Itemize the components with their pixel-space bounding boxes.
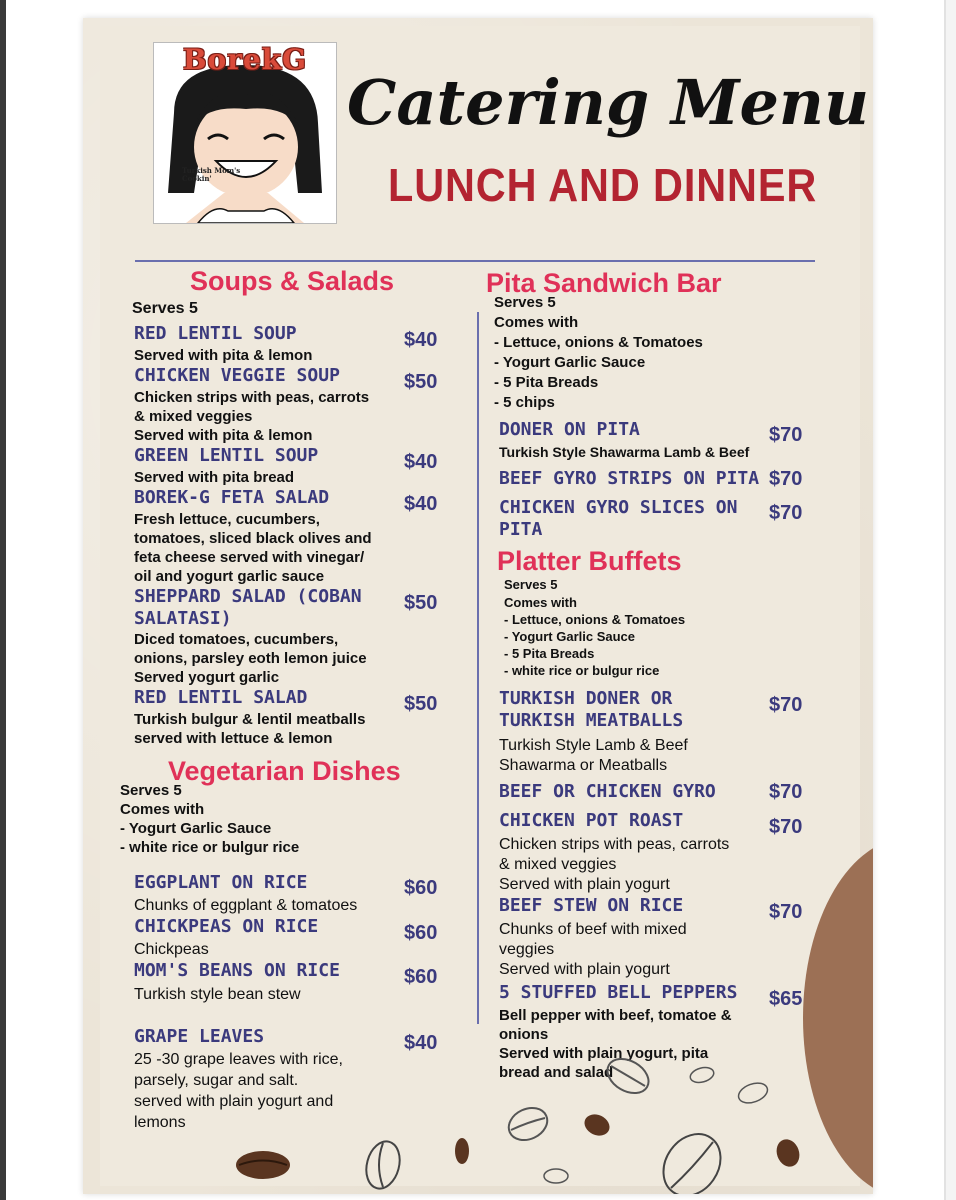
logo-brand-name: BorekG [182,43,308,76]
coffee-bean-icon [735,1080,771,1106]
item-price: $60 [404,877,438,899]
item-description: Fresh lettuce, cucumbers, [134,511,320,528]
comes-with-label: Comes with [120,801,205,818]
item-description: served with lettuce & lemon [134,730,333,747]
option-line: - white rice or bulgur rice [504,663,660,678]
item-price: $50 [404,693,438,715]
item-name: CHICKPEAS ON RICE [134,916,319,937]
scrollbar[interactable] [944,0,956,1200]
item-name: BEEF GYRO STRIPS ON PITA [499,468,760,489]
item-name: TURKISH MEATBALLS [499,710,684,731]
item-description: onions [499,1026,549,1043]
item-description: Turkish style bean stew [134,986,301,1003]
item-description: served with plain yogurt and [134,1093,334,1110]
item-name: BOREK-G FETA SALAD [134,487,330,508]
item-description: Served with plain yogurt [499,876,670,893]
item-price: $40 [404,329,438,351]
item-description: Chicken strips with peas, carrots [134,389,370,406]
page-title: Catering Menu [347,66,870,139]
item-name: GREEN LENTIL SOUP [134,445,319,466]
item-description: lemons [134,1114,186,1131]
coffee-bean-icon [657,1128,727,1194]
item-description: Turkish Style Lamb & Beef [499,737,688,754]
item-description: bread and salad [499,1064,614,1081]
item-name: TURKISH DONER OR [499,688,673,709]
serves-note: Serves 5 [120,782,182,799]
logo-tagline: Turkish Mom's Cookin' [182,166,241,183]
item-price: $65 [769,988,803,1010]
item-name: GRAPE LEAVES [134,1026,265,1047]
item-name: CHICKEN POT ROAST [499,810,684,831]
item-price: $40 [404,493,438,515]
logo [153,42,337,224]
item-name: RED LENTIL SOUP [134,323,297,344]
coffee-bean-icon [453,1136,471,1166]
item-description: Turkish bulgur & lentil meatballs [134,711,366,728]
coffee-bean-icon [361,1138,405,1192]
menu-card [83,18,873,1194]
comes-with-label: Comes with [494,314,579,331]
item-price: $70 [769,468,803,490]
option-line: - 5 Pita Breads [494,374,599,391]
divider-horizontal [135,260,815,262]
section-heading-pita: Pita Sandwich Bar [486,268,722,298]
serves-note: Serves 5 [504,577,558,592]
option-line: - white rice or bulgur rice [120,839,300,856]
item-name: SHEPPARD SALAD (COBAN [134,586,362,607]
item-price: $70 [769,816,803,838]
item-price: $60 [404,922,438,944]
item-name: MOM'S BEANS ON RICE [134,960,340,981]
item-description: feta cheese served with vinegar/ [134,549,365,566]
item-description: Chunks of eggplant & tomatoes [134,897,358,914]
item-price: $70 [769,901,803,923]
item-description: Chicken strips with peas, carrots [499,836,730,853]
comes-with-label: Comes with [504,595,577,610]
item-description: Bell pepper with beef, tomatoe & [499,1007,732,1024]
coffee-bean-icon [541,1166,571,1186]
divider-vertical [477,312,479,1024]
item-price: $70 [769,502,803,524]
item-description: Shawarma or Meatballs [499,757,668,774]
item-description: oil and yogurt garlic sauce [134,568,325,585]
item-description: Turkish Style Shawarma Lamb & Beef [499,444,750,460]
item-price: $60 [404,966,438,988]
item-name: DONER ON PITA [499,419,640,440]
coffee-bean-icon [505,1104,551,1144]
option-line: - Yogurt Garlic Sauce [120,820,272,837]
item-name: BEEF OR CHICKEN GYRO [499,781,716,802]
item-description: Served with pita bread [134,469,295,486]
item-description: Served with pita & lemon [134,347,313,364]
item-price: $40 [404,1032,438,1054]
section-heading-vegetarian: Vegetarian Dishes [168,756,401,786]
item-description: parsely, sugar and salt. [134,1072,299,1089]
item-description: onions, parsley eoth lemon juice [134,650,367,667]
serves-note: Serves 5 [494,294,556,311]
item-name: PITA [499,519,543,540]
item-description: Served with plain yogurt, pita [499,1045,709,1062]
item-price: $40 [404,451,438,473]
page-subtitle: LUNCH AND DINNER [388,159,818,211]
item-price: $70 [769,781,803,803]
serves-note: Serves 5 [132,300,198,317]
left-edge [0,0,6,1200]
option-line: - Lettuce, onions & Tomatoes [504,612,686,627]
item-description: Diced tomatoes, cucumbers, [134,631,339,648]
coffee-bean-icon [581,1110,613,1140]
item-description: Chickpeas [134,941,209,958]
option-line: - 5 chips [494,394,555,411]
item-description: veggies [499,941,555,958]
item-description: & mixed veggies [499,856,617,873]
item-description: Served with plain yogurt [499,961,670,978]
option-line: - Yogurt Garlic Sauce [504,629,636,644]
item-name: EGGPLANT ON RICE [134,872,308,893]
coffee-bean-icon [687,1064,717,1086]
item-description: Served yogurt garlic [134,669,280,686]
coffee-bean-icon [233,1148,293,1182]
option-line: - Yogurt Garlic Sauce [494,354,646,371]
item-name: CHICKEN GYRO SLICES ON [499,497,738,518]
item-price: $70 [769,694,803,716]
section-heading-soups: Soups & Salads [190,266,395,296]
item-description: Served with pita & lemon [134,427,313,444]
option-line: - 5 Pita Breads [504,646,595,661]
section-heading-platter: Platter Buffets [497,546,682,576]
item-name: BEEF STEW ON RICE [499,895,684,916]
item-name: CHICKEN VEGGIE SOUP [134,365,340,386]
item-description: 25 -30 grape leaves with rice, [134,1051,343,1068]
item-description: tomatoes, sliced black olives and [134,530,372,547]
item-description: Chunks of beef with mixed [499,921,687,938]
coffee-bean-icon [603,1054,653,1098]
item-name: SALATASI) [134,608,232,629]
item-description: & mixed veggies [134,408,253,425]
item-name: 5 STUFFED BELL PEPPERS [499,982,738,1003]
item-price: $70 [769,424,803,446]
option-line: - Lettuce, onions & Tomatoes [494,334,703,351]
item-price: $50 [404,371,438,393]
item-name: RED LENTIL SALAD [134,687,308,708]
item-price: $50 [404,592,438,614]
coffee-bean-icon [773,1136,803,1170]
